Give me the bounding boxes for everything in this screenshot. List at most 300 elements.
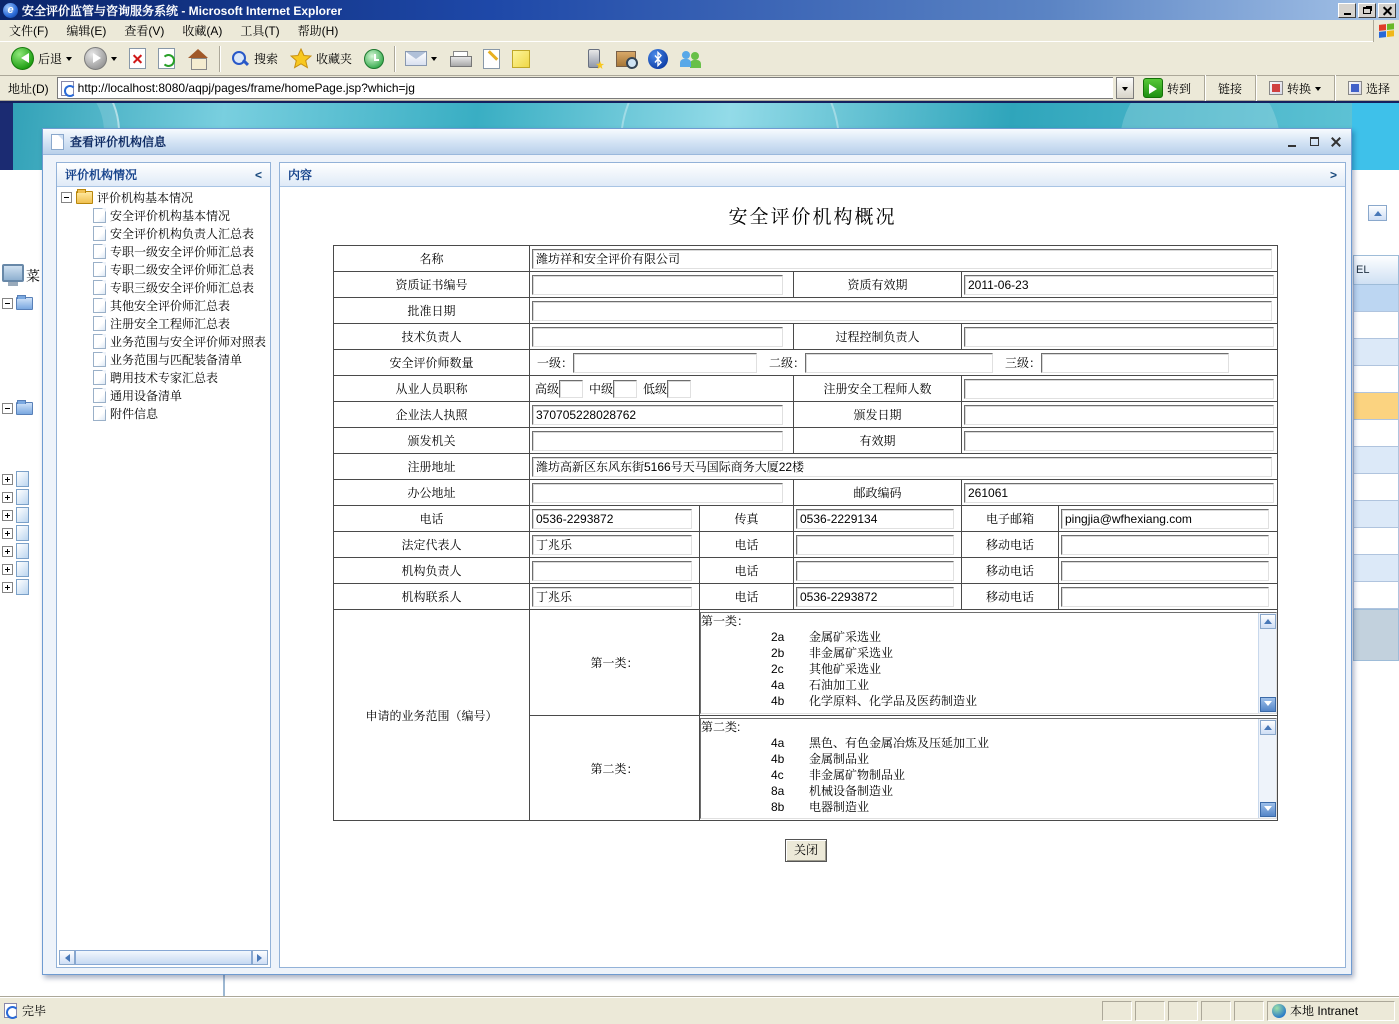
grid-row[interactable] [1353, 312, 1399, 339]
table-row [334, 532, 1278, 558]
cat2-label: 第二类： [530, 716, 700, 821]
toolbar-separator [394, 46, 395, 72]
scroll-up-button[interactable] [1368, 205, 1387, 221]
document-icon [93, 370, 106, 385]
table-row [334, 610, 1278, 716]
bluetooth-icon [648, 49, 668, 69]
cert-valid-field[interactable] [964, 275, 1274, 295]
dialog-title: 查看评价机构信息 [70, 135, 167, 149]
tree-item[interactable]: 注册安全工程师汇总表 [57, 314, 270, 332]
legal-rep-mobile-field[interactable] [1061, 535, 1269, 555]
document-icon [93, 208, 106, 223]
back-icon [11, 47, 34, 70]
dialog-close-button[interactable] [1329, 135, 1343, 149]
expand-icon[interactable] [2, 546, 13, 557]
status-panel [1234, 1001, 1264, 1021]
table-row [334, 402, 1278, 428]
toolbar-separator [1204, 75, 1205, 101]
window-title: 安全评价监管与咨询服务系统 - Microsoft Internet Explorer [22, 3, 343, 18]
dropdown-icon [1122, 87, 1128, 94]
tree-item[interactable]: 通用设备清单 [57, 386, 270, 404]
grid-footer-cell [1353, 609, 1399, 661]
grid-row[interactable] [1353, 285, 1399, 312]
email-field[interactable] [1061, 509, 1269, 529]
list-item[interactable]: 4b 化学原料、化学品及医药制造业 [771, 693, 978, 708]
postcode-label: 邮政编码 [794, 480, 962, 506]
fax-field[interactable] [796, 509, 954, 529]
cert-no-field[interactable] [532, 275, 783, 295]
menu-help[interactable]: 帮助(H) [297, 24, 339, 38]
research-icon [616, 51, 636, 67]
level2-count-field[interactable] [805, 353, 993, 373]
table-row [334, 584, 1278, 610]
status-panel [1135, 1001, 1165, 1021]
tree-root[interactable] [57, 188, 270, 206]
process-lead-label: 过程控制负责人 [794, 324, 962, 350]
tree-item[interactable]: 其他安全评价师汇总表 [57, 296, 270, 314]
tree-item[interactable]: 业务范围与安全评价师对照表 [57, 332, 270, 350]
category1-listbox[interactable] [700, 612, 1277, 714]
form-title: 安全评价机构概况 [728, 207, 897, 228]
document-icon [16, 543, 29, 559]
tree-node[interactable] [2, 297, 33, 310]
dialog-minimize-button[interactable] [1285, 135, 1299, 149]
level3-count-field[interactable] [1041, 353, 1229, 373]
document-status-icon [4, 1003, 17, 1018]
content-panel-header [280, 163, 1345, 187]
cert-no-label: 资质证书编号 [334, 272, 530, 298]
edit-icon [483, 49, 500, 69]
back-dropdown-icon [66, 57, 72, 64]
standard-toolbar [0, 42, 1399, 76]
level3-label: 三级： [1005, 356, 1042, 370]
document-icon [16, 507, 29, 523]
expand-icon[interactable] [2, 510, 13, 521]
approve-date-field[interactable] [532, 301, 1272, 321]
form-close-button[interactable]: 关闭 [785, 839, 827, 862]
folder-icon [76, 191, 93, 204]
tree-item[interactable]: 安全评价机构基本情况 [57, 206, 270, 224]
window-titlebar [0, 0, 1399, 20]
license-field[interactable] [532, 405, 783, 425]
menu-favorites[interactable]: 收藏(A) [182, 24, 223, 38]
stop-icon [129, 48, 146, 69]
go-button[interactable] [1137, 76, 1197, 100]
scroll-left-button[interactable] [59, 950, 75, 965]
tree-node[interactable] [2, 471, 29, 487]
toolbar-separator [219, 46, 220, 72]
tech-lead-field[interactable] [532, 327, 783, 347]
tree-node[interactable] [2, 489, 29, 505]
stop-button[interactable] [123, 44, 152, 74]
down-arrow-icon [1264, 806, 1272, 815]
category2-listbox[interactable] [700, 718, 1277, 819]
grid-row[interactable] [1353, 447, 1399, 474]
select-button[interactable] [1342, 76, 1396, 100]
list-item[interactable]: 4c 非金属矿物制品业 [771, 767, 906, 782]
postcode-field[interactable] [964, 483, 1274, 503]
contact-field[interactable] [532, 587, 692, 607]
agency-tree-panel [56, 162, 271, 968]
status-panel [1102, 1001, 1132, 1021]
restore-button[interactable] [1358, 3, 1376, 18]
frame-divider [223, 975, 225, 996]
scroll-up-button[interactable] [1260, 720, 1276, 735]
menu-tools[interactable]: 工具(T) [240, 24, 280, 38]
senior-label: 高级 [535, 382, 560, 396]
status-panel [1168, 1001, 1198, 1021]
scroll-right-button[interactable] [252, 950, 268, 965]
zone-label: 本地 Intranet [1290, 1004, 1359, 1018]
valid-label: 有效期 [794, 428, 962, 454]
list-item[interactable]: 4a 黑色、有色金属冶炼及压延加工业 [771, 735, 990, 750]
toolbar-separator [1334, 75, 1335, 101]
scroll-down-button[interactable] [1260, 697, 1276, 712]
links-label: 链接 [1217, 81, 1242, 96]
maximize-icon [1310, 137, 1319, 146]
tree-root-label: 评价机构基本情况 [97, 190, 194, 205]
list-item[interactable]: 2a 金属矿采选业 [771, 629, 882, 644]
list-item[interactable]: 4b 金属制品业 [771, 751, 870, 766]
grid-row[interactable] [1353, 501, 1399, 528]
senior-count-field[interactable] [559, 380, 583, 398]
tech-lead-label: 技术负责人 [334, 324, 530, 350]
go-icon [1143, 78, 1163, 98]
globe-icon [1272, 1004, 1286, 1018]
view-agency-info-dialog [42, 128, 1352, 975]
name-label: 名称 [334, 246, 530, 272]
staff-title-label: 从业人员职称 [334, 376, 530, 402]
grid-row[interactable] [1353, 366, 1399, 393]
tree-item[interactable]: 业务范围与匹配装备清单 [57, 350, 270, 368]
tree-item[interactable]: 安全评价机构负责人汇总表 [57, 224, 270, 242]
contact-mobile-field[interactable] [1061, 587, 1269, 607]
status-text: 完毕 [22, 1004, 47, 1018]
folder-icon [16, 402, 33, 415]
print-button[interactable] [443, 44, 477, 74]
notes-button[interactable] [506, 44, 536, 74]
grid-row[interactable] [1353, 339, 1399, 366]
note-icon [512, 50, 530, 68]
messenger-icon [680, 49, 702, 69]
reg-addr-field[interactable] [532, 457, 1272, 477]
status-bar [0, 996, 1399, 1024]
favorites-button[interactable] [284, 44, 358, 74]
forward-dropdown-icon [111, 57, 117, 64]
contact-tel-label: 电话 [700, 584, 794, 610]
search-icon [230, 49, 250, 69]
tree-item[interactable]: 聘用技术专家汇总表 [57, 368, 270, 386]
contact-label: 机构联系人 [334, 584, 530, 610]
favorites-label: 收藏夹 [316, 52, 353, 66]
toolbar-separator [1255, 75, 1256, 101]
document-icon [93, 280, 106, 295]
contact-tel-field[interactable] [796, 587, 954, 607]
page-icon [61, 81, 74, 96]
level1-count-field[interactable] [573, 353, 757, 373]
go-label: 转到 [1166, 81, 1191, 96]
tree-panel-title: 评价机构情况 [65, 168, 138, 182]
email-label: 电子邮箱 [962, 506, 1059, 532]
grid-row[interactable] [1353, 420, 1399, 447]
legal-rep-mobile-label: 移动电话 [962, 532, 1059, 558]
table-row [334, 272, 1278, 298]
document-icon [93, 316, 106, 331]
issue-org-field[interactable] [532, 431, 783, 451]
document-icon [93, 244, 106, 259]
scroll-up-button[interactable] [1260, 614, 1276, 629]
refresh-icon [158, 48, 175, 69]
listbox-header: 第一类： [701, 613, 750, 628]
refresh-button[interactable] [152, 44, 181, 74]
tree-item[interactable]: 附件信息 [57, 404, 270, 422]
valid-field[interactable] [964, 431, 1274, 451]
document-icon [16, 489, 29, 505]
head-tel-field[interactable] [796, 561, 954, 581]
minimize-icon [1288, 145, 1296, 147]
evaluator-count-label: 安全评价师数量 [334, 350, 530, 376]
issue-org-label: 颁发机关 [334, 428, 530, 454]
convert-label: 转换 [1286, 81, 1311, 96]
expand-icon[interactable] [2, 582, 13, 593]
address-input[interactable] [57, 77, 1113, 99]
down-arrow-icon [1264, 701, 1272, 710]
list-item[interactable]: 2c 其他矿采选业 [771, 661, 882, 676]
list-item[interactable]: 8b 电器制造业 [771, 799, 870, 814]
right-arrow-icon [257, 954, 266, 962]
links-button[interactable] [1212, 76, 1248, 100]
search-button[interactable] [224, 44, 284, 74]
middle-label: 中级 [589, 382, 614, 396]
up-arrow-icon [1264, 615, 1272, 624]
document-icon [93, 406, 106, 421]
tree-node[interactable] [2, 561, 29, 577]
dialog-titlebar [43, 129, 1351, 155]
convert-dropdown-icon [1315, 87, 1321, 94]
tree-item[interactable]: 专职三级安全评价师汇总表 [57, 278, 270, 296]
approve-date-label: 批准日期 [334, 298, 530, 324]
mobile-favorites-button[interactable] [578, 44, 610, 74]
menu-file[interactable]: 文件(F) [9, 24, 49, 38]
listbox-header: 第二类: [701, 719, 741, 734]
dialog-maximize-button[interactable] [1307, 135, 1321, 149]
address-label: 地址(D) [8, 81, 49, 96]
scrollbar-thumb[interactable] [75, 950, 252, 965]
document-icon [16, 525, 29, 541]
license-label: 企业法人执照 [334, 402, 530, 428]
junior-count-field[interactable] [667, 380, 691, 398]
menu-view[interactable]: 查看(V) [124, 24, 165, 38]
agency-form-table [333, 245, 1278, 821]
address-dropdown-button[interactable] [1116, 77, 1134, 99]
history-button[interactable] [358, 44, 390, 74]
phone-label: 电话 [334, 506, 530, 532]
office-addr-label: 办公地址 [334, 480, 530, 506]
head-tel-label: 电话 [700, 558, 794, 584]
mail-dropdown-icon [431, 57, 437, 64]
contact-mobile-label: 移动电话 [962, 584, 1059, 610]
research-button[interactable] [610, 44, 642, 74]
scroll-down-button[interactable] [1260, 802, 1276, 817]
tree-node[interactable] [2, 543, 29, 559]
list-item[interactable]: 4a 石油加工业 [771, 677, 870, 692]
close-button[interactable] [1378, 3, 1396, 18]
scope-label: 申请的业务范围（编号） [334, 610, 530, 821]
tree-node[interactable] [2, 525, 29, 541]
collapse-icon[interactable] [2, 298, 13, 309]
issue-date-field[interactable] [964, 405, 1274, 425]
document-icon [16, 471, 29, 487]
grid-row-selected[interactable] [1353, 393, 1399, 420]
computer-icon [2, 264, 24, 282]
legal-rep-tel-field[interactable] [796, 535, 954, 555]
forward-icon [84, 47, 107, 70]
address-bar [0, 76, 1399, 101]
mail-button[interactable] [399, 44, 443, 74]
level2-label: 二级： [769, 356, 806, 370]
messenger-button[interactable] [674, 44, 708, 74]
cert-valid-label: 资质有效期 [794, 272, 962, 298]
legal-rep-field[interactable] [532, 535, 692, 555]
table-row [334, 350, 1278, 376]
star-icon [290, 48, 312, 69]
minimize-icon [1344, 13, 1351, 15]
legal-rep-tel-label: 电话 [700, 532, 794, 558]
fax-label: 传真 [700, 506, 794, 532]
table-row [334, 558, 1278, 584]
tree-node[interactable] [2, 402, 33, 415]
menu-edit[interactable]: 编辑(E) [66, 24, 107, 38]
status-panel [1201, 1001, 1231, 1021]
expand-icon[interactable] [2, 564, 13, 575]
forward-button[interactable] [78, 44, 123, 74]
legal-rep-label: 法定代表人 [334, 532, 530, 558]
tree-node[interactable] [2, 579, 29, 595]
table-row [334, 246, 1278, 272]
tree-panel-header [57, 163, 270, 187]
document-icon [93, 352, 106, 367]
expand-icon[interactable] [2, 492, 13, 503]
table-row [334, 506, 1278, 532]
back-label: 后退 [38, 52, 63, 66]
list-item[interactable]: 2b 非金属矿采选业 [771, 645, 894, 660]
middle-count-field[interactable] [613, 380, 637, 398]
up-arrow-icon [1264, 721, 1272, 730]
bluetooth-button[interactable] [642, 44, 674, 74]
grid-row[interactable] [1353, 555, 1399, 582]
grid-row[interactable] [1353, 474, 1399, 501]
content-panel-title: 内容 [288, 168, 313, 182]
reg-engineer-label: 注册安全工程师人数 [794, 376, 962, 402]
address-url: http://localhost:8080/aqpj/pages/frame/homePage.jsp?which=jg [77, 81, 415, 95]
table-row [334, 480, 1278, 506]
menu-bar [0, 20, 1399, 42]
name-field[interactable] [532, 249, 1272, 269]
folder-icon [16, 297, 33, 310]
listbox-scrollbar[interactable] [1258, 719, 1276, 818]
level1-label: 一级： [537, 356, 574, 370]
search-label: 搜索 [254, 52, 279, 66]
windows-flag-icon [1373, 20, 1399, 42]
tree-item[interactable]: 专职二级安全评价师汇总表 [57, 260, 270, 278]
horizontal-scrollbar[interactable] [59, 950, 268, 965]
collapse-icon[interactable] [2, 403, 13, 414]
document-icon [93, 298, 106, 313]
process-lead-field[interactable] [964, 327, 1274, 347]
reg-engineer-field[interactable] [964, 379, 1274, 399]
convert-button[interactable] [1263, 76, 1327, 100]
expand-icon[interactable] [2, 528, 13, 539]
history-icon [364, 49, 384, 69]
mobile-phone-icon [588, 49, 600, 68]
page-content [0, 101, 1399, 996]
tree-node[interactable] [2, 507, 29, 523]
background-nav-tree [0, 170, 42, 996]
document-icon [16, 579, 29, 595]
table-row [334, 298, 1278, 324]
table-row [334, 428, 1278, 454]
head-mobile-label: 移动电话 [962, 558, 1059, 584]
edit-button[interactable] [477, 44, 506, 74]
document-icon [93, 388, 106, 403]
table-row [334, 376, 1278, 402]
print-icon [449, 51, 471, 67]
collapse-icon[interactable] [61, 192, 72, 203]
grid-header-cell: EL [1353, 255, 1399, 285]
table-row [334, 324, 1278, 350]
up-arrow-icon [1374, 207, 1382, 216]
select-icon [1348, 81, 1362, 95]
junior-label: 低级 [643, 382, 668, 396]
list-item[interactable]: 8a 机械设备制造业 [771, 783, 894, 798]
security-zone [1267, 1001, 1395, 1021]
home-icon [187, 49, 209, 69]
background-menu-label: 菜 [26, 268, 40, 284]
expand-panel-button[interactable]: > [1329, 167, 1337, 182]
grid-row[interactable] [1353, 582, 1399, 609]
home-button[interactable] [181, 44, 215, 74]
document-icon [93, 226, 106, 241]
minimize-button[interactable] [1338, 3, 1356, 18]
close-icon [1331, 137, 1341, 147]
document-icon [51, 134, 64, 150]
phone-field[interactable] [532, 509, 692, 529]
grid-row[interactable] [1353, 528, 1399, 555]
head-label: 机构负责人 [334, 558, 530, 584]
back-button[interactable] [5, 44, 78, 74]
office-addr-field[interactable] [532, 483, 783, 503]
head-field[interactable] [532, 561, 692, 581]
form-content [280, 188, 1345, 967]
collapse-panel-button[interactable]: < [254, 167, 262, 182]
close-icon [1383, 6, 1392, 15]
cat1-label: 第一类： [530, 610, 700, 716]
reg-addr-label: 注册地址 [334, 454, 530, 480]
content-panel [279, 162, 1346, 968]
document-icon [93, 262, 106, 277]
document-icon [93, 334, 106, 349]
background-grid [1352, 170, 1399, 996]
document-icon [16, 561, 29, 577]
expand-icon[interactable] [2, 474, 13, 485]
convert-icon [1269, 81, 1283, 95]
left-arrow-icon [61, 954, 70, 962]
issue-date-label: 颁发日期 [794, 402, 962, 428]
select-label: 选择 [1365, 81, 1390, 96]
tree-item[interactable]: 专职一级安全评价师汇总表 [57, 242, 270, 260]
head-mobile-field[interactable] [1061, 561, 1269, 581]
listbox-scrollbar[interactable] [1258, 613, 1276, 713]
